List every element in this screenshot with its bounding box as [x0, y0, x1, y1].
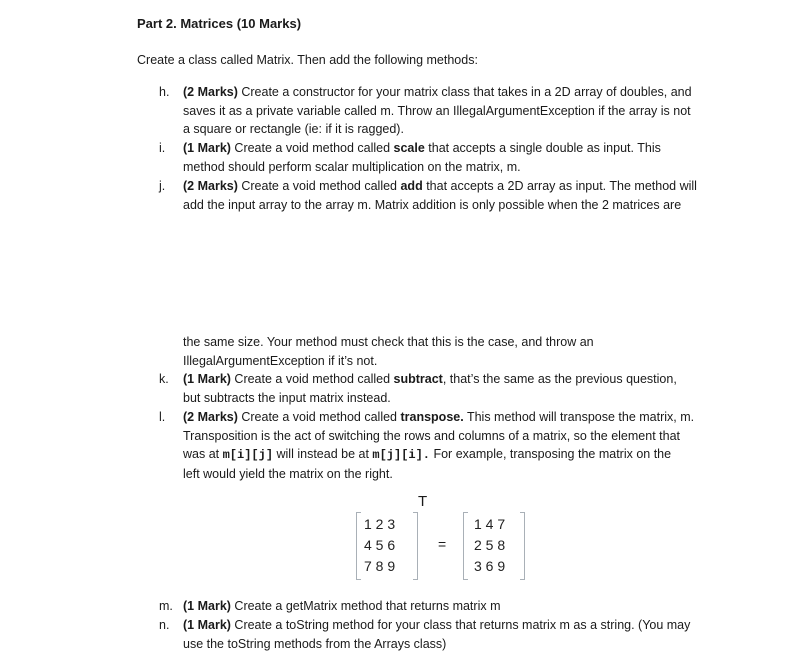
marks: (2 Marks) [183, 410, 238, 424]
list-item-j-continued [159, 333, 719, 370]
matrix-row: 3 6 9 [474, 558, 506, 574]
list-item-j [159, 177, 719, 214]
matrix-row: 4 5 6 [364, 537, 396, 553]
marks: (1 Mark) [183, 618, 231, 632]
item-text: Create a toString method for your class that returns matrix m as a string. (You may [230, 618, 691, 632]
item-text: For example, transposing the matrix on the [430, 447, 672, 462]
item-text: , that’s the same as the previous question, [442, 372, 677, 386]
method-name: add [400, 179, 423, 193]
marks: (1 Mark) [183, 141, 231, 155]
method-name: subtract [393, 372, 443, 386]
item-text: Create a getMatrix method that returns matrix m [230, 599, 501, 613]
list-item-k [159, 370, 719, 407]
item-text: will instead be at [273, 447, 373, 462]
marks: (1 Mark) [183, 372, 231, 386]
item-label: k. [159, 372, 169, 386]
item-text: Create a void method called [237, 179, 401, 193]
item-text: that accepts a single double as input. This [424, 141, 661, 155]
matrix-row: 1 4 7 [474, 516, 506, 532]
right-matrix [474, 514, 505, 577]
item-text: add the input array to the array m. Matrix addition is only possible when the 2 matrices are [183, 197, 682, 212]
right-matrix-bracket-close [520, 512, 525, 580]
marks: (2 Marks) [183, 179, 238, 193]
item-text: was at [183, 447, 223, 462]
item-text: Create a constructor for your matrix class that takes in a 2D array of doubles, and [237, 85, 692, 99]
left-matrix [364, 514, 395, 577]
code-snippet: m[i][j] [222, 448, 274, 463]
right-matrix-bracket-open [463, 512, 468, 580]
matrix-row: 7 8 9 [364, 558, 396, 574]
item-text: that accepts a 2D array as input. The method will [422, 179, 697, 193]
list-item-n [159, 616, 719, 653]
transpose-superscript: T [418, 493, 428, 510]
section-title: Part 2. Matrices (10 Marks) [137, 16, 302, 31]
item-text: but subtracts the input matrix instead. [183, 390, 391, 405]
code-snippet: m[j][i]. [372, 448, 430, 463]
item-text: Transposition is the act of switching the rows and columns of a matrix, so the element that [183, 428, 680, 443]
intro-text: Create a class called Matrix. Then add the following methods: [137, 53, 478, 67]
matrix-row: 2 5 8 [474, 537, 506, 553]
item-text: left would yield the matrix on the right. [183, 466, 393, 481]
item-text: saves it as a private variable called m. Throw an IllegalArgumentException if the array is not [183, 103, 691, 118]
marks: (2 Marks) [183, 85, 238, 99]
left-matrix-bracket-close [413, 512, 418, 580]
method-name: transpose. [400, 410, 464, 424]
item-text: IllegalArgumentException if it’s not. [183, 353, 378, 368]
item-text: a square or rectangle (ie: if it is ragged). [183, 122, 404, 137]
item-text: the same size. Your method must check that this is the case, and throw an [183, 335, 594, 349]
marks: (1 Mark) [183, 599, 231, 613]
item-label: m. [159, 599, 173, 613]
equals-sign: = [438, 536, 447, 552]
item-text: Create a void method called [230, 372, 394, 386]
item-label: i. [159, 141, 166, 155]
method-name: scale [393, 141, 425, 155]
item-label: h. [159, 85, 170, 99]
item-label: j. [159, 179, 166, 193]
left-matrix-bracket-open [356, 512, 361, 580]
item-text: This method will transpose the matrix, m. [463, 410, 695, 424]
item-label: n. [159, 618, 170, 632]
item-text: method should perform scalar multiplication on the matrix, m. [183, 159, 521, 174]
list-item-i [159, 139, 719, 176]
list-item-m [159, 597, 719, 616]
item-text: use the toString methods from the Arrays class) [183, 636, 447, 651]
list-item-h [159, 83, 719, 139]
item-text: Create a void method called [230, 141, 394, 155]
list-item-l [159, 408, 719, 483]
matrix-row: 1 2 3 [364, 516, 396, 532]
item-label: l. [159, 410, 166, 424]
item-text: Create a void method called [237, 410, 401, 424]
